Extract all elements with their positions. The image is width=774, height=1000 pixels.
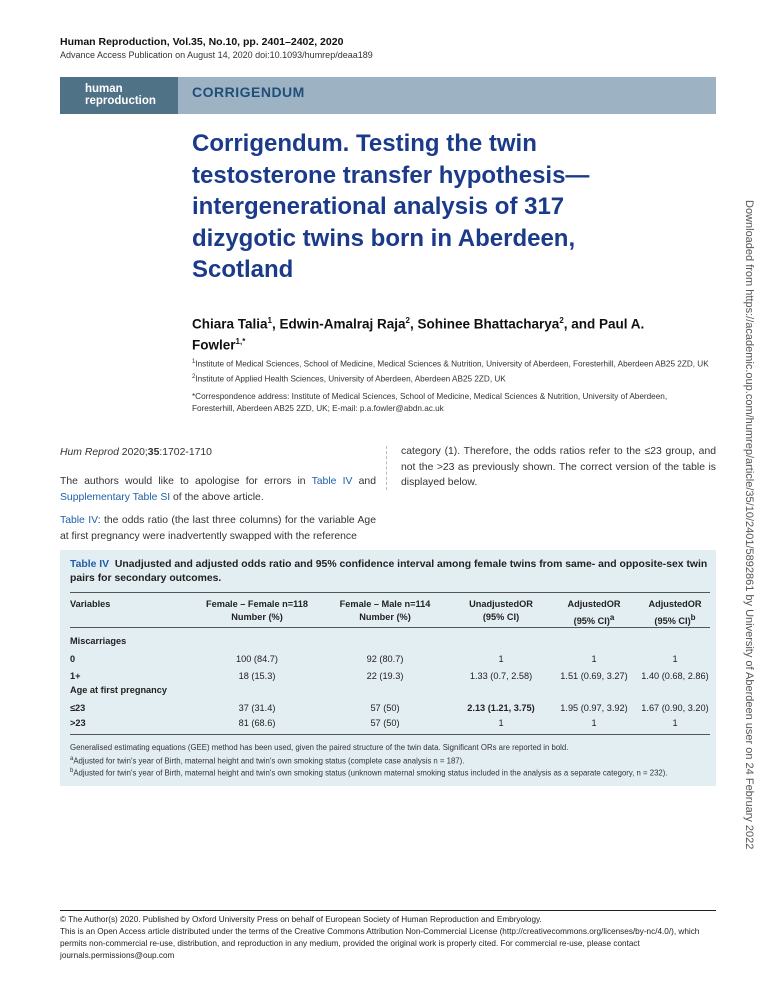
- column-divider: [386, 446, 387, 490]
- journal-line: Human Reproduction, Vol.35, No.10, pp. 2401–2402, 2020: [60, 36, 344, 48]
- p1-text-c: of the above article.: [170, 491, 264, 503]
- cell-unadjusted: 1: [498, 718, 504, 728]
- cell-unadjusted: 1: [498, 654, 504, 664]
- header-fm-line1: Female – Male n=114: [339, 599, 431, 609]
- row-label: 1+: [70, 671, 81, 681]
- table-bottom-rule: [70, 734, 710, 735]
- header-unadj-line1: UnadjustedOR: [469, 599, 533, 609]
- author-affiliation-sup: 2: [405, 316, 410, 325]
- note-text: Adjusted for twin's year of Birth, maternal height and twin's own smoking status (unknown maternal smoking status included in the analysis as a separate category, n = 232).: [73, 768, 668, 778]
- group-label-miscarriages: Miscarriages: [70, 636, 127, 646]
- table-top-rule: [70, 592, 710, 593]
- cell-adjusted-a: 1.95 (0.97, 3.92): [560, 703, 628, 713]
- paper-title: Corrigendum. Testing the twin testosterone transfer hypothesis—intergenerational analysis of 317 dizygotic twins born in Aberdeen, Scotland: [192, 130, 590, 283]
- citation-year: 2020;: [118, 447, 148, 458]
- table-note-1: Generalised estimating equations (GEE) method has been used, given the paired structure of the twin data. Significant ORs are reported in bold.: [70, 743, 569, 752]
- header-adj1-line2: (95% CI): [573, 616, 610, 627]
- copyright-line: © The Author(s) 2020. Published by Oxford University Press on behalf of European Society of Human Reproduction and Embryology.: [60, 915, 542, 924]
- header-adj2-line2: (95% CI): [654, 616, 691, 627]
- table-note-3: [70, 766, 710, 779]
- footer-rule: [60, 910, 716, 911]
- logo-line-2: reproduction: [85, 95, 156, 107]
- body-paragraph-3: category (1). Therefore, the odds ratios refer to the ≤23 group, and not the >23 as previously shown. The correct version of the table is displayed below.: [401, 446, 716, 488]
- cell-fm: 57 (50): [370, 718, 400, 728]
- logo-line-1: human: [85, 83, 123, 95]
- table-caption: [70, 558, 710, 586]
- table-iv-link[interactable]: Table IV: [60, 515, 98, 526]
- author-list: [192, 312, 692, 353]
- note-sup: a: [70, 756, 74, 762]
- cell-unadjusted: 1.33 (0.7, 2.58): [469, 671, 533, 681]
- citation-volume: 35: [147, 447, 160, 458]
- header-fm-line2: Number (%): [359, 612, 411, 622]
- header-female-female: [194, 598, 320, 624]
- body-paragraph-1: [60, 474, 376, 505]
- cell-adjusted-a: 1.51 (0.69, 3.27): [560, 671, 628, 681]
- row-label: >23: [70, 718, 86, 728]
- author-separator: ,: [410, 316, 418, 332]
- affiliation-1: Institute of Medical Sciences, School of Medicine, Medical Sciences & Nutrition, University of Aberdeen, Foresterhill, Aberdeen AB25 2ZD, UK: [195, 359, 709, 369]
- p1-text-a: The authors would like to apologise for errors in: [60, 476, 312, 487]
- cell-ff: 81 (68.6): [238, 718, 276, 728]
- download-watermark: Downloaded from https://academic.oup.com/humrep/article/35/10/2401/5892861 by University of Aberdeen user on 24 February 2022: [743, 200, 755, 850]
- cell-ff: 37 (31.4): [238, 703, 276, 713]
- header-adjusted-or-b: [634, 598, 716, 628]
- section-label: CORRIGENDUM: [192, 84, 305, 100]
- author-affiliation-sup: 1,*: [235, 336, 246, 346]
- author-separator: ,: [271, 316, 280, 332]
- correspondence-address: *Correspondence address: Institute of Medical Sciences, School of Medicine, Medical Sciences & Nutrition, University of Aberdeen, Foresterhill, Aberdeen AB25 2ZD, UK; E-mail: p.a.fowler@abdn.ac.uk: [192, 392, 668, 413]
- affiliation-2: Institute of Applied Health Sciences, University of Aberdeen, Aberdeen AB25 2ZD, UK: [195, 374, 506, 384]
- cell-fm: 22 (19.3): [366, 671, 404, 681]
- table-note-2: [70, 754, 710, 767]
- header-ff-line1: Female – Female n=118: [206, 599, 308, 609]
- header-adjusted-or-a: [554, 598, 634, 628]
- header-ff-line2: Number (%): [231, 612, 283, 622]
- citation-journal: Hum Reprod: [60, 447, 119, 458]
- table-header-rule: [70, 627, 710, 628]
- cell-adjusted-b: 1: [672, 654, 678, 664]
- affiliations: [192, 356, 712, 385]
- header-adj2-sup: b: [690, 613, 696, 622]
- header-unadjusted-or: [450, 598, 552, 624]
- author-name: Paul A. Fowler: [192, 316, 645, 352]
- group-label-age-first-pregnancy: Age at first pregnancy: [70, 685, 168, 695]
- cell-adjusted-b: 1: [672, 718, 678, 728]
- author-affiliation-sup: 2: [559, 316, 564, 325]
- header-variables: Variables: [70, 599, 111, 609]
- header-unadj-line2: (95% CI): [482, 612, 520, 622]
- original-citation: [60, 445, 212, 461]
- note-text: Adjusted for twin's year of Birth, maternal height and twin's own smoking status (complete case analysis n = 187).: [73, 756, 465, 766]
- body-paragraph-2: [60, 513, 376, 544]
- license-footer: [60, 914, 716, 962]
- author-affiliation-sup: 1: [267, 316, 272, 325]
- cell-unadjusted-significant: 2.13 (1.21, 3.75): [467, 703, 535, 713]
- note-sup: b: [70, 768, 74, 774]
- table-caption-text: Unadjusted and adjusted odds ratio and 95% confidence interval among female twins from same- and opposite-sex twin pairs for secondary outcomes.: [70, 559, 708, 584]
- author-separator: , and: [563, 316, 600, 332]
- cell-adjusted-b: 1.67 (0.90, 3.20): [641, 703, 709, 713]
- p2-text: : the odds ratio (the last three columns) for the variable Age at first pregnancy were inadvertently swapped with the reference: [60, 515, 376, 542]
- p1-text-b: and: [352, 476, 376, 487]
- cell-adjusted-a: 1: [591, 718, 597, 728]
- header-adj1-sup: a: [609, 613, 615, 622]
- header-adj2-line1: AdjustedOR: [648, 599, 702, 609]
- journal-logo-text: [85, 83, 156, 107]
- license-text: This is an Open Access article distributed under the terms of the Creative Commons Attribution Non-Commercial License (http://creativecommons.org/licenses/by-nc/4.0/), which permits non-commercial re-use, distribution, and reproduction in any medium, provided the original work is properly cited. For commercial re-use, please contact journals.permissions@oup.com: [60, 927, 700, 960]
- cell-fm: 57 (50): [370, 703, 400, 713]
- cell-ff: 18 (15.3): [238, 671, 276, 681]
- table-label: Table IV: [70, 559, 110, 570]
- access-publication-line: Advance Access Publication on August 14, 2020 doi:10.1093/humrep/deaa189: [60, 50, 373, 60]
- cell-ff: 100 (84.7): [236, 654, 278, 664]
- affiliation-sup: 1: [192, 359, 196, 365]
- row-label: ≤23: [70, 703, 86, 713]
- header-adj1-line1: AdjustedOR: [567, 599, 621, 609]
- affiliation-sup: 2: [192, 373, 196, 380]
- cell-adjusted-b: 1.40 (0.68, 2.86): [641, 671, 709, 681]
- table-iv-link[interactable]: Table IV: [311, 476, 353, 487]
- author-name: Chiara Talia: [192, 316, 268, 332]
- cell-adjusted-a: 1: [591, 654, 597, 664]
- supplementary-table-link[interactable]: Supplementary Table SI: [60, 491, 171, 503]
- cell-fm: 92 (80.7): [366, 654, 404, 664]
- author-name: Edwin-Amalraj Raja: [279, 316, 406, 332]
- citation-pages: :1702-1710: [159, 447, 212, 458]
- row-label: 0: [70, 654, 76, 664]
- author-name: Sohinee Bhattacharya: [417, 316, 560, 332]
- header-female-male: [322, 598, 448, 624]
